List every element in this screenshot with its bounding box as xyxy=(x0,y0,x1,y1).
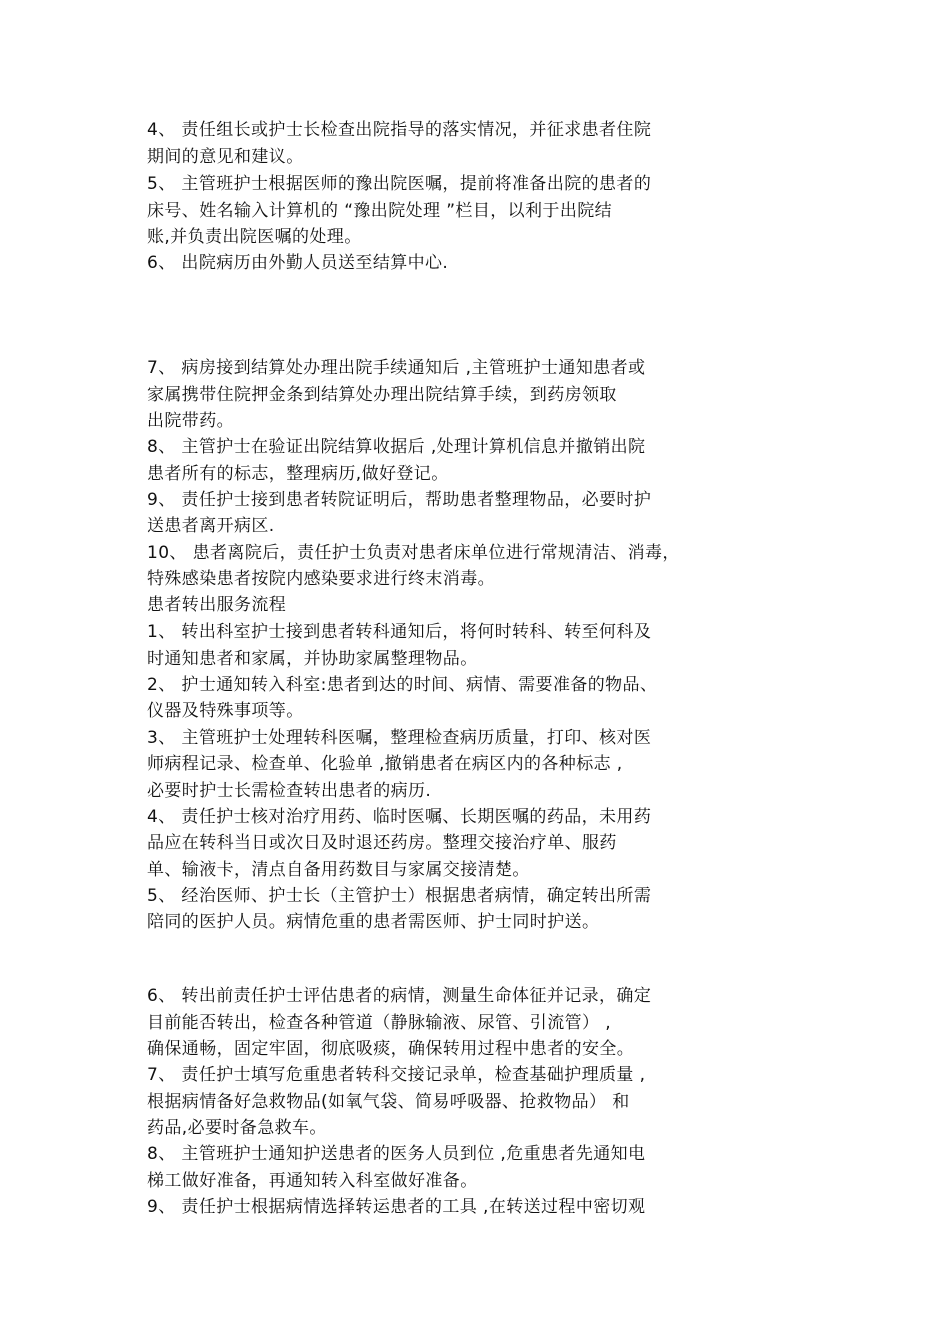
text-line: 根据病情备好急救物品(如氧气袋、简易呼吸器、抢救物品） 和 xyxy=(147,1092,630,1112)
text-line: 期间的意见和建议。 xyxy=(147,147,304,167)
text-line: 5、 主管班护士根据医师的豫出院医嘱，提前将准备出院的患者的 xyxy=(147,174,652,194)
text-line: 梯工做好准备，再通知转入科室做好准备。 xyxy=(147,1171,478,1191)
text-line: 2、 护士通知转入科室:患者到达的时间、病情、需要准备的物品、 xyxy=(147,675,658,695)
text-line: 药品,必要时备急救车。 xyxy=(147,1118,327,1138)
text-line: 单、输液卡，清点自备用药数目与家属交接清楚。 xyxy=(147,860,530,880)
text-line: 8、 主管班护士通知护送患者的医务人员到位 ,危重患者先通知电 xyxy=(147,1144,646,1164)
text-line: 1、 转出科室护士接到患者转科通知后，将何时转科、转至何科及 xyxy=(147,622,652,642)
section-heading: 患者转出服务流程 xyxy=(147,595,287,615)
text-line: 7、 病房接到结算处办理出院手续通知后 ,主管班护士通知患者或 xyxy=(147,358,646,378)
text-line: 10、 患者离院后，责任护士负责对患者床单位进行常规清洁、消毒， xyxy=(147,543,680,563)
text-line: 特殊感染患者按院内感染要求进行终末消毒。 xyxy=(147,569,495,589)
text-line: 9、 责任护士接到患者转院证明后，帮助患者整理物品，必要时护 xyxy=(147,490,652,510)
text-line: 6、 出院病历由外勤人员送至结算中心. xyxy=(147,253,449,273)
text-line: 4、 责任护士核对治疗用药、临时医嘱、长期医嘱的药品，未用药 xyxy=(147,807,652,827)
text-line: 确保通畅，固定牢固，彻底吸痰，确保转用过程中患者的安全。 xyxy=(147,1039,635,1059)
text-line: 7、 责任护士填写危重患者转科交接记录单，检查基础护理质量 , xyxy=(147,1065,646,1085)
text-line: 出院带药。 xyxy=(147,411,234,431)
text-line: 账,并负责出院医嘱的处理。 xyxy=(147,227,362,247)
text-line: 陪同的医护人员。病情危重的患者需医师、护士同时护送。 xyxy=(147,912,600,932)
text-line: 仪器及特殊事项等。 xyxy=(147,701,304,721)
text-line: 必要时护士长需检查转出患者的病历. xyxy=(147,781,432,801)
text-line: 目前能否转出，检查各种管道（静脉输液、尿管、引流管） , xyxy=(147,1013,612,1033)
text-line: 患者所有的标志，整理病历,做好登记。 xyxy=(147,464,449,484)
text-line: 3、 主管班护士处理转科医嘱，整理检查病历质量，打印、核对医 xyxy=(147,728,652,748)
text-line: 床号、姓名输入计算机的 “豫出院处理 ”栏目，以利于出院结 xyxy=(147,201,613,221)
text-line: 6、 转出前责任护士评估患者的病情，测量生命体征并记录，确定 xyxy=(147,986,652,1006)
text-line: 5、 经治医师、护士长（主管护士）根据患者病情，确定转出所需 xyxy=(147,886,652,906)
text-line: 9、 责任护士根据病情选择转运患者的工具 ,在转送过程中密切观 xyxy=(147,1197,646,1217)
text-line: 品应在转科当日或次日及时退还药房。整理交接治疗单、服药 xyxy=(147,833,617,853)
text-line: 时通知患者和家属，并协助家属整理物品。 xyxy=(147,649,478,669)
text-line: 送患者离开病区. xyxy=(147,516,275,536)
text-line: 4、 责任组长或护士长检查出院指导的落实情况，并征求患者住院 xyxy=(147,120,652,140)
text-line: 8、 主管护士在验证出院结算收据后 ,处理计算机信息并撤销出院 xyxy=(147,437,646,457)
text-line: 家属携带住院押金条到结算处办理出院结算手续，到药房领取 xyxy=(147,385,617,405)
text-line: 师病程记录、检查单、化验单 ,撤销患者在病区内的各种标志 , xyxy=(147,754,623,774)
